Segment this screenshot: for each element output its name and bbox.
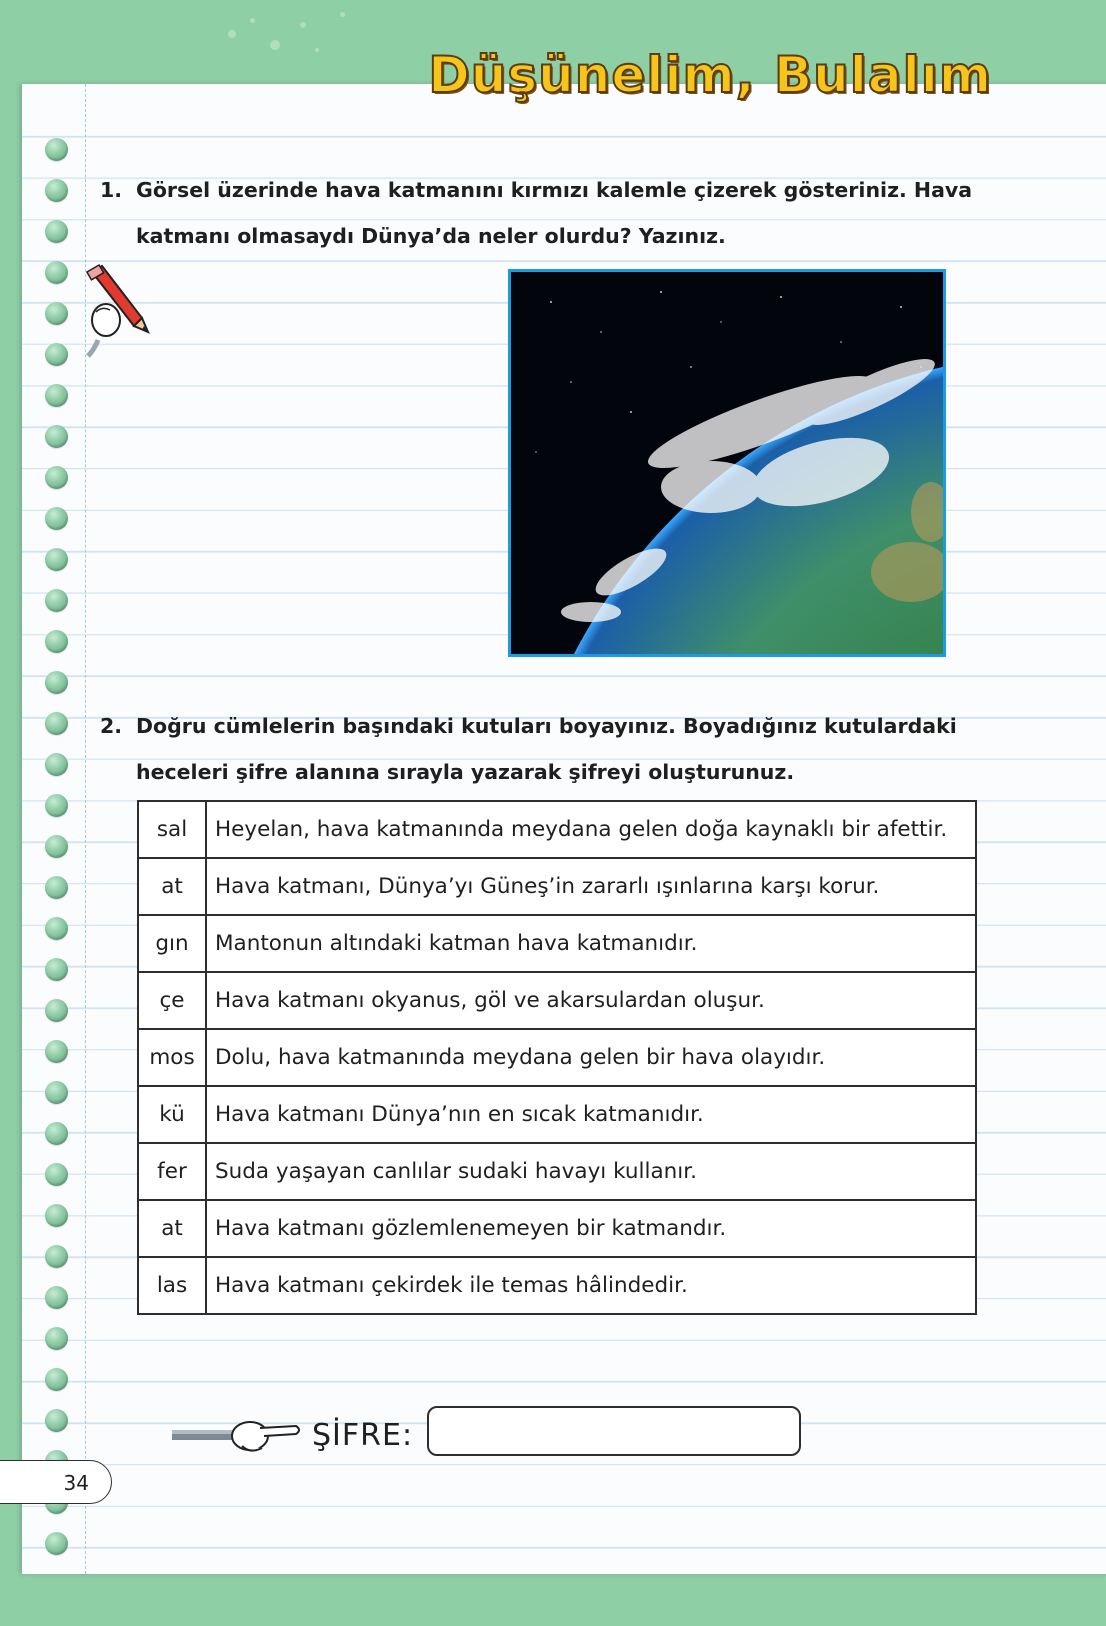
- pointing-hand-icon: [172, 1412, 304, 1460]
- binder-ring: [45, 917, 68, 940]
- syllable-table: [137, 800, 977, 1315]
- table-row: [138, 1086, 976, 1143]
- binder-ring: [45, 1368, 68, 1391]
- binder-ring: [45, 261, 68, 284]
- binder-ring: [45, 1040, 68, 1063]
- binder-ring: [45, 1245, 68, 1268]
- sentence-cell: Heyelan, hava katmanında meydana gelen doğa kaynaklı bir afettir.: [206, 801, 976, 858]
- binder-ring: [45, 425, 68, 448]
- syllable-box[interactable]: çe: [138, 972, 206, 1029]
- question-2-number: 2.: [100, 714, 123, 738]
- binder-ring: [45, 548, 68, 571]
- question-1: [100, 167, 976, 259]
- sentence-cell: Hava katmanı, Dünya’yı Güneş’in zararlı ışınlarına karşı korur.: [206, 858, 976, 915]
- binder-ring: [45, 507, 68, 530]
- table-row: [138, 972, 976, 1029]
- table-row: [138, 1143, 976, 1200]
- binder-ring: [45, 999, 68, 1022]
- binder-ring: [45, 1286, 68, 1309]
- password-label: ŞİFRE:: [312, 1418, 414, 1453]
- question-2-text: Doğru cümlelerin başındaki kutuları boyayınız. Boyadığınız kutulardaki heceleri şifre alanına sırayla yazarak şifreyi oluşturunuz.: [136, 714, 957, 784]
- binder-ring: [45, 1204, 68, 1227]
- pencil-hand-icon: [84, 262, 154, 362]
- page-title: Düşünelim, Bulalım: [428, 46, 992, 104]
- password-field[interactable]: [427, 1406, 801, 1456]
- question-2: [100, 703, 976, 795]
- binder-ring: [45, 179, 68, 202]
- table-row: [138, 801, 976, 858]
- binder-ring: [45, 1327, 68, 1350]
- sentence-cell: Dolu, hava katmanında meydana gelen bir hava olayıdır.: [206, 1029, 976, 1086]
- binder-ring: [45, 712, 68, 735]
- binder-ring: [45, 835, 68, 858]
- syllable-box[interactable]: fer: [138, 1143, 206, 1200]
- binder-ring: [45, 1163, 68, 1186]
- binder-ring: [45, 466, 68, 489]
- binder-ring: [45, 1409, 68, 1432]
- binder-ring: [45, 630, 68, 653]
- syllable-box[interactable]: gın: [138, 915, 206, 972]
- binder-ring: [45, 343, 68, 366]
- binder-ring: [45, 1081, 68, 1104]
- page-number: 34: [0, 1460, 112, 1504]
- binder-ring: [45, 671, 68, 694]
- binder-ring: [45, 753, 68, 776]
- binder-ring: [45, 958, 68, 981]
- binder-ring: [45, 302, 68, 325]
- sentence-cell: Suda yaşayan canlılar sudaki havayı kullanır.: [206, 1143, 976, 1200]
- syllable-box[interactable]: mos: [138, 1029, 206, 1086]
- question-1-text: Görsel üzerinde hava katmanını kırmızı kalemle çizerek gösteriniz. Hava katmanı olmasaydı Dünya’da neler olurdu? Yazınız.: [136, 178, 973, 248]
- binder-ring: [45, 138, 68, 161]
- syllable-box[interactable]: las: [138, 1257, 206, 1314]
- table-row: [138, 1200, 976, 1257]
- table-row: [138, 858, 976, 915]
- binder-ring: [45, 794, 68, 817]
- sentence-cell: Hava katmanı Dünya’nın en sıcak katmanıdır.: [206, 1086, 976, 1143]
- binder-ring: [45, 220, 68, 243]
- question-1-number: 1.: [100, 178, 123, 202]
- binder-ring: [45, 384, 68, 407]
- table-row: [138, 1029, 976, 1086]
- syllable-box[interactable]: sal: [138, 801, 206, 858]
- binder-ring: [45, 876, 68, 899]
- binder-ring: [45, 1532, 68, 1555]
- sentence-cell: Hava katmanı çekirdek ile temas hâlindedir.: [206, 1257, 976, 1314]
- table-row: [138, 1257, 976, 1314]
- binder-ring: [45, 589, 68, 612]
- sentence-cell: Hava katmanı gözlemlenemeyen bir katmandır.: [206, 1200, 976, 1257]
- binder-ring: [45, 1122, 68, 1145]
- sentence-cell: Mantonun altındaki katman hava katmanıdır.: [206, 915, 976, 972]
- syllable-box[interactable]: at: [138, 1200, 206, 1257]
- table-row: [138, 915, 976, 972]
- earth-from-space-photo: [508, 269, 946, 657]
- syllable-box[interactable]: at: [138, 858, 206, 915]
- sentence-cell: Hava katmanı okyanus, göl ve akarsulardan oluşur.: [206, 972, 976, 1029]
- syllable-box[interactable]: kü: [138, 1086, 206, 1143]
